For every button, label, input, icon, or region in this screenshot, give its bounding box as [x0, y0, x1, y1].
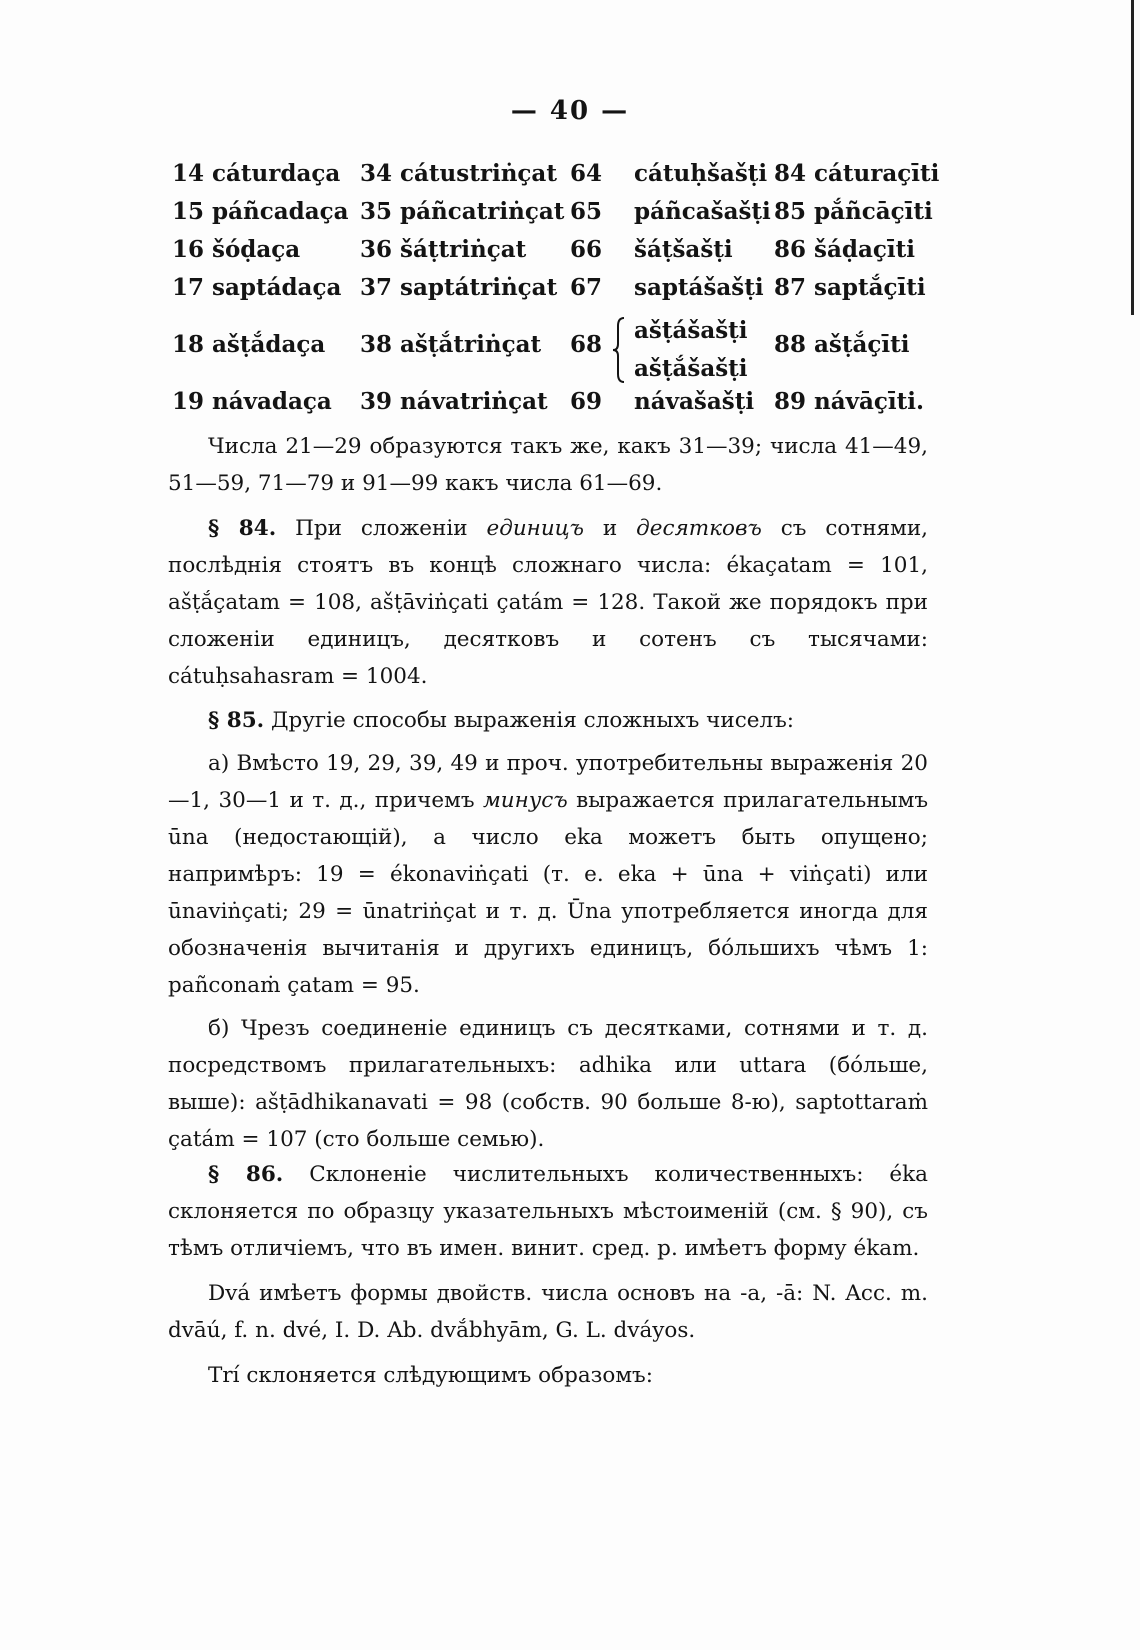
numeral-cell: 89 návāçīti.: [774, 388, 925, 415]
heading-text: Другіе способы выраженія сложныхъ чиселъ:: [264, 708, 795, 733]
paragraph: Числа 21—29 образуются такъ же, какъ 31—39; числа 41—49, 51—59, 71—79 и 91—99 какъ числа 61—69.: [168, 434, 928, 496]
emphasis: десятковъ: [636, 516, 762, 541]
numeral-cell: 35 páñcatriṅçat: [360, 198, 565, 225]
numeral-cell: 34 cátustriṅçat: [360, 160, 557, 187]
paragraph-a: [168, 745, 928, 1004]
emphasis: минусъ: [482, 788, 568, 813]
table-row: [172, 312, 962, 388]
numeral-cell: 37 saptátriṅçat: [360, 274, 558, 301]
curly-brace-icon: [612, 316, 626, 384]
text-run: и: [584, 516, 637, 541]
numeral-cell: 86 šáḍaçīti: [774, 236, 915, 263]
numeral-cell: 17 saptádaça: [172, 274, 342, 301]
numeral-number: 68: [570, 331, 603, 358]
table-row: [172, 388, 962, 426]
text-run: выражается прилагательнымъ ūna (недостающій), а число eka можетъ быть опущено; напримѣръ: 19 = ékonaviṅçati (т. е. eka + ūna + viṅçati) или ūnaviṅçati; 29 = ūnatriṅçat и т. д. Ūna употребляется иногда для обозначенія вычитанія и другихъ единицъ, бóльшихъ чѣмъ 1: pañconaṁ çatam = 95.: [168, 788, 928, 998]
numeral-number: 66: [570, 236, 603, 263]
numeral-word-variants: [634, 312, 748, 388]
numeral-cell: 85 pắñcāçīti: [774, 198, 933, 225]
text-run: При сложеніи: [276, 516, 487, 541]
numeral-cell: 19 návadaça: [172, 388, 332, 415]
numeral-word: návašašṭi: [634, 388, 755, 415]
table-row: [172, 236, 962, 274]
page-number: — 40 —: [510, 96, 630, 126]
text-run: съ сотнями, послѣднія стоятъ въ концѣ сложнаго числа: ékaçatam = 101, ašṭắçatam = 108, ašṭāviṅçati çatám = 128. Такой же порядокъ при сложеніи единицъ, десятковъ и сотенъ съ тысячами: cátuḥsahasram = 1004.: [168, 516, 929, 689]
numeral-cell: 36 šáṭtriṅçat: [360, 236, 527, 263]
page-edge-line: [1131, 0, 1134, 315]
section-86: [168, 1156, 928, 1394]
section-84: [168, 510, 928, 695]
table-row: [172, 274, 962, 312]
numeral-cell: 87 saptắçīti: [774, 274, 926, 301]
section-label: § 86.: [208, 1162, 284, 1187]
table-row: [172, 198, 962, 236]
paragraph-dva: Dvá имѣетъ формы двойств. числа основъ на -a, -ā: N. Acc. m. dvāú, f. n. dvé, I. D. Ab. dvắbhyām, G. L. dváyos.: [168, 1281, 928, 1343]
section-label: § 85.: [208, 708, 265, 733]
numeral-cell: 39 návatriṅçat: [360, 388, 548, 415]
numeral-cell: 38 ašṭắtriṅçat: [360, 331, 542, 358]
numeral-word: ašṭášašṭi: [634, 317, 748, 344]
paragraph-tri: Trí склоняется слѣдующимъ образомъ:: [208, 1363, 653, 1388]
paragraph: [168, 510, 928, 695]
numeral-number: 69: [570, 388, 603, 415]
numeral-number: 64: [570, 160, 603, 187]
numeral-cell: 14 cáturdaça: [172, 160, 341, 187]
numeral-cell: 15 páñcadaça: [172, 198, 349, 225]
emphasis: единицъ: [486, 516, 585, 541]
section-85: [168, 702, 928, 1158]
numeral-word: páñcašašṭi: [634, 198, 771, 225]
text-run: Склоненіе числительныхъ количественныхъ: éka склоняется по образцу указательныхъ мѣстоименій (см. § 90), съ тѣмъ отличіемъ, что въ имен. винит. сред. р. имѣетъ форму ékam.: [168, 1162, 928, 1261]
numerals-table: [172, 160, 962, 426]
table-row: [172, 160, 962, 198]
numeral-word: cátuḥšašṭi: [634, 160, 768, 187]
numeral-word: saptášašṭi: [634, 274, 764, 301]
numeral-cell: 84 cáturaçīti: [774, 160, 940, 187]
paragraph-b: б) Чрезъ соединеніе единицъ съ десятками, сотнями и т. д. посредствомъ прилагательныхъ: adhika или uttara (бóльше, выше): ašṭādhikanavati = 98 (собств. 90 больше 8-ю), saptottaraṁ çatám = 107 (сто больше семью).: [168, 1016, 928, 1152]
text-run: а) Вмѣсто 19, 29, 39, 49 и проч. употребительны выраженія 20—1, 30—1 и т. д., причемъ: [168, 751, 928, 813]
section-heading: [168, 702, 928, 739]
numeral-number: 65: [570, 198, 603, 225]
numeral-word: ašṭắšašṭi: [634, 355, 748, 382]
numeral-word: šáṭšašṭi: [634, 236, 733, 263]
numeral-cell: 18 ašṭắdaça: [172, 331, 326, 358]
numeral-cell: 16 šóḍaça: [172, 236, 301, 263]
paragraph: [168, 1156, 928, 1267]
numeral-number: 67: [570, 274, 603, 301]
numbers-note: [168, 428, 928, 502]
numeral-cell: 88 ašṭắçīti: [774, 331, 910, 358]
section-label: § 84.: [208, 516, 277, 541]
